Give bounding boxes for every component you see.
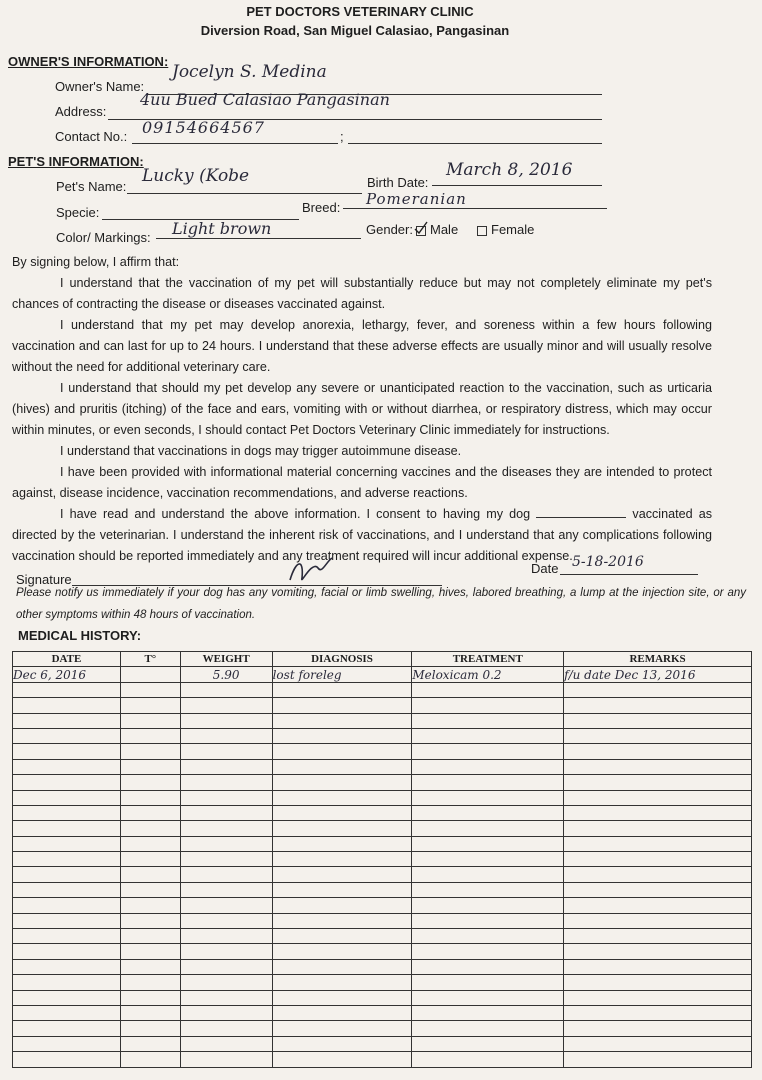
consent-p6-start: I have read and understand the above information. I consent to having my dog [60,507,531,521]
table-cell [412,821,564,836]
table-cell [412,698,564,713]
table-cell [272,713,412,728]
table-cell [272,959,412,974]
table-cell [180,975,272,990]
table-cell [272,759,412,774]
table-cell [13,698,121,713]
contact-value: 09154664567 [142,118,265,137]
table-cell [13,944,121,959]
table-cell [564,805,752,820]
table-cell [272,836,412,851]
gender-male-option[interactable] [416,222,458,237]
table-row [13,1005,752,1020]
table-cell [564,1052,752,1067]
table-cell [272,790,412,805]
table-cell [272,1021,412,1036]
cell-date: Dec 6, 2016 [13,667,121,682]
col-remarks: REMARKS [564,652,752,667]
table-cell [120,959,180,974]
table-row [13,882,752,897]
table-cell [180,821,272,836]
table-cell [120,867,180,882]
table-row [13,959,752,974]
consent-p6-end: as directed by the veterinarian. I understand the inherent risk of vaccinations, and I understand that any complications following vaccination should be reported immediately and any treatment required will incur additional expense. [12,507,713,563]
table-row [13,805,752,820]
table-row [13,728,752,743]
table-row [13,898,752,913]
table-cell [272,698,412,713]
table-row [13,975,752,990]
table-cell [120,698,180,713]
col-date: DATE [13,652,121,667]
address-value: 4uu Bued Calasiao Pangasinan [140,90,390,109]
male-checkbox[interactable] [416,226,426,236]
table-cell [564,959,752,974]
table-cell [272,929,412,944]
color-value: Light brown [172,219,272,238]
table-cell [412,1036,564,1051]
table-cell [564,975,752,990]
cell-weight: 5.90 [180,667,272,682]
table-cell [13,913,121,928]
address-label: Address: [55,104,107,119]
owner-name-value: Jocelyn S. Medina [172,62,327,82]
table-cell [412,898,564,913]
table-row [13,775,752,790]
contact-line-2 [348,143,602,144]
consent-paragraph-4: I understand that vaccinations in dogs may trigger autoimmune disease. [60,444,462,458]
table-cell [13,1005,121,1020]
table-cell [564,728,752,743]
cell-diagnosis: lost foreleg [272,667,412,682]
table-cell [120,713,180,728]
table-cell [120,1052,180,1067]
col-diagnosis: DIAGNOSIS [272,652,412,667]
table-cell [13,882,121,897]
table-cell [412,790,564,805]
table-cell [180,836,272,851]
breed-label: Breed: [302,200,341,215]
contact-label: Contact No.: [55,129,128,144]
table-cell [120,805,180,820]
table-cell [412,990,564,1005]
table-cell [272,1005,412,1020]
table-cell [180,759,272,774]
table-cell [564,713,752,728]
table-cell [412,713,564,728]
table-cell [120,898,180,913]
table-cell [180,867,272,882]
clinic-name: PET DOCTORS VETERINARY CLINIC [246,4,474,19]
color-line [156,238,361,239]
table-row [13,944,752,959]
table-cell [13,898,121,913]
table-cell [120,990,180,1005]
female-label: Female [491,222,535,237]
table-cell [272,944,412,959]
check-mark-icon [414,221,428,235]
table-cell [13,1036,121,1051]
table-cell [180,882,272,897]
table-cell [13,959,121,974]
table-cell [120,759,180,774]
table-cell [180,805,272,820]
clinic-address: Diversion Road, San Miguel Calasiao, Pangasinan [200,23,510,38]
birth-date-line [432,185,602,186]
table-row [13,836,752,851]
table-cell [564,1021,752,1036]
table-cell [13,682,121,697]
table-cell [180,744,272,759]
birth-date-value: March 8, 2016 [446,160,573,180]
breed-line [343,208,607,209]
table-row [13,713,752,728]
table-cell [13,852,121,867]
table-cell [180,913,272,928]
table-cell [564,744,752,759]
notice-text: Please notify us immediately if your dog has any vomiting, facial or limb swelling, hives, labored breathing, a lump at the injection site, or any other symptoms within 48 hours of vaccination. [16,587,746,621]
table-cell [180,1021,272,1036]
table-cell [272,867,412,882]
table-cell [180,1052,272,1067]
table-cell [180,1005,272,1020]
table-cell [272,775,412,790]
consent-paragraph-5: I have been provided with informational material concerning vaccines and the diseases they are intended to protect against, disease incidence, vaccination recommendations, and adverse reactions. [12,465,712,500]
table-cell [564,913,752,928]
contact-line-1 [132,143,338,144]
color-label: Color/ Markings: [56,230,151,245]
pet-name-line [127,193,362,194]
table-cell [564,836,752,851]
table-cell [564,898,752,913]
table-cell [564,775,752,790]
table-cell [412,1021,564,1036]
col-weight: WEIGHT [180,652,272,667]
table-cell [180,790,272,805]
table-cell [564,682,752,697]
consent-paragraph-2: I understand that my pet may develop anorexia, lethargy, fever, and soreness within a few hours following vaccination and can last for up to 24 hours. I understand that these adverse effects are usually minor and will usually resolve without the need for additional veterinary care. [12,318,712,374]
table-cell [13,744,121,759]
table-cell [272,728,412,743]
table-cell [180,728,272,743]
male-label: Male [430,222,459,237]
table-row [13,867,752,882]
table-cell [180,1036,272,1051]
table-cell [564,821,752,836]
cell-temp [120,667,180,682]
table-row [13,698,752,713]
dog-name-blank[interactable] [536,507,626,518]
table-cell [564,852,752,867]
table-cell [13,775,121,790]
table-row [13,1021,752,1036]
table-cell [120,975,180,990]
table-cell [412,759,564,774]
table-cell [180,713,272,728]
table-cell [272,1036,412,1051]
table-cell [412,929,564,944]
table-cell [412,836,564,851]
table-cell [120,790,180,805]
contact-separator: ; [340,129,344,144]
table-cell [272,898,412,913]
medical-history-heading: MEDICAL HISTORY: [18,628,142,643]
table-cell [272,1052,412,1067]
table-header-row [13,652,752,667]
table-cell [13,867,121,882]
table-cell [412,805,564,820]
table-cell [412,882,564,897]
table-row [13,744,752,759]
table-row [13,1052,752,1067]
table-cell [564,790,752,805]
pet-name-value: Lucky (Kobe [142,166,250,186]
table-cell [564,698,752,713]
table-cell [13,790,121,805]
table-row [13,913,752,928]
table-cell [412,852,564,867]
date-value: 5-18-2016 [572,554,644,570]
table-cell [13,821,121,836]
consent-paragraph-3: I understand that should my pet develop any severe or unanticipated reaction to the vaccination, such as urticaria (hives) and pruritis (itching) of the face and ears, vomiting with or without diarrhea, or respiratory distress, which may occur within minutes, or even seconds, I should contact Pet Doctors Veterinary Clinic immediately for instructions. [12,381,712,437]
table-cell [272,805,412,820]
consent-intro: By signing below, I affirm that: [12,255,180,269]
table-cell [564,990,752,1005]
consent-paragraph-1: I understand that the vaccination of my pet will substantially reduce but may not completely eliminate my pet's chances of contracting the disease or diseases vaccinated against. [12,276,712,311]
table-cell [412,975,564,990]
table-cell [180,944,272,959]
table-cell [120,682,180,697]
date-label: Date [531,561,559,576]
table-cell [180,852,272,867]
table-row [13,759,752,774]
table-row [13,990,752,1005]
table-row [13,852,752,867]
table-cell [564,1036,752,1051]
pet-name-label: Pet's Name: [56,179,127,194]
table-cell [412,944,564,959]
specie-label: Specie: [56,205,100,220]
table-cell [120,913,180,928]
table-row [13,1036,752,1051]
pet-section-heading: PET'S INFORMATION: [8,154,144,169]
consent-p6-vaccinated: vaccinated [632,507,693,521]
table-cell [272,990,412,1005]
table-cell [412,1052,564,1067]
table-cell [412,867,564,882]
table-cell [272,913,412,928]
table-cell [180,929,272,944]
cell-treatment: Meloxicam 0.2 [412,667,564,682]
table-cell [13,836,121,851]
table-cell [412,775,564,790]
table-cell [120,744,180,759]
table-cell [272,682,412,697]
table-cell [272,744,412,759]
table-row [13,929,752,944]
table-cell [120,1021,180,1036]
table-cell [13,990,121,1005]
consent-text [12,252,712,567]
table-cell [13,759,121,774]
birth-date-label: Birth Date: [367,175,429,190]
table-cell [180,698,272,713]
table-cell [120,1005,180,1020]
table-cell [564,867,752,882]
table-cell [564,882,752,897]
table-row [13,790,752,805]
table-cell [120,821,180,836]
table-cell [412,1005,564,1020]
cell-remarks: f/u date Dec 13, 2016 [564,667,752,682]
table-cell [412,913,564,928]
table-row [13,682,752,697]
table-cell [564,944,752,959]
date-line [560,574,698,575]
table-cell [180,775,272,790]
table-cell [13,1021,121,1036]
female-checkbox[interactable] [477,226,487,236]
owner-section-heading: OWNER'S INFORMATION: [8,54,169,69]
col-treatment: TREATMENT [412,652,564,667]
table-cell [412,959,564,974]
table-cell [120,1036,180,1051]
gender-label: Gender: [366,222,413,237]
table-row [13,821,752,836]
gender-female-option[interactable] [477,222,534,237]
table-cell [120,852,180,867]
table-cell [13,929,121,944]
table-cell [13,1052,121,1067]
table-row [13,667,752,682]
table-cell [180,990,272,1005]
table-cell [13,975,121,990]
table-cell [272,882,412,897]
table-cell [272,975,412,990]
table-cell [272,852,412,867]
table-cell [120,836,180,851]
table-cell [180,898,272,913]
table-cell [412,744,564,759]
table-cell [120,775,180,790]
table-cell [180,682,272,697]
col-temp: T° [120,652,180,667]
table-cell [564,1005,752,1020]
table-cell [13,805,121,820]
table-cell [13,728,121,743]
table-cell [120,882,180,897]
table-cell [120,944,180,959]
table-cell [120,728,180,743]
medical-history-table [12,651,752,1068]
table-cell [13,713,121,728]
signature-label: Signature [16,572,72,587]
table-cell [412,728,564,743]
table-cell [564,759,752,774]
breed-value: Pomeranian [366,190,467,208]
table-cell [564,929,752,944]
table-cell [412,682,564,697]
owner-name-label: Owner's Name: [55,79,145,94]
table-cell [180,959,272,974]
table-cell [272,821,412,836]
table-cell [120,929,180,944]
